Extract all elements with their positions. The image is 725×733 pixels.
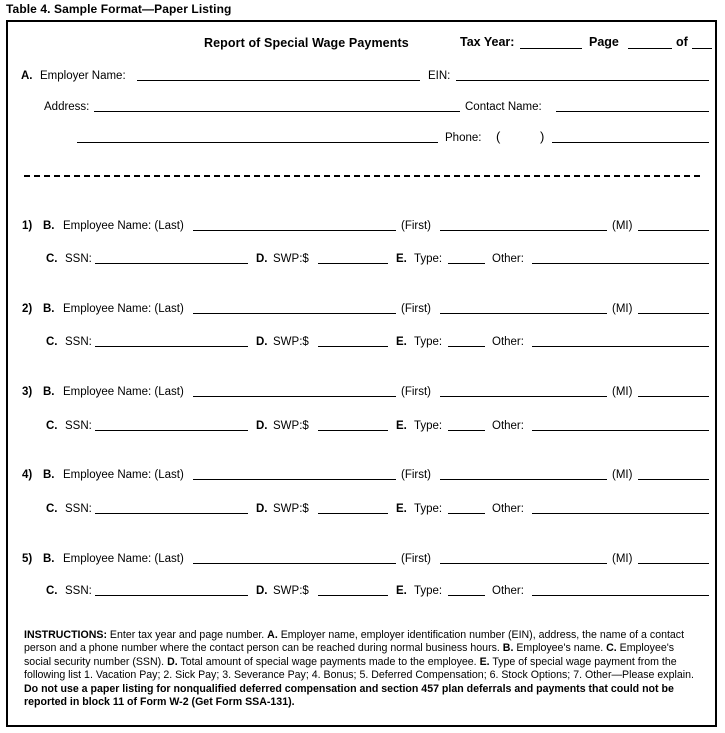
row-3-d-letter: D. xyxy=(256,420,268,432)
row-3-first-label: (First) xyxy=(401,386,432,398)
row-number-3: 3) xyxy=(22,386,33,398)
row-5-other-field[interactable] xyxy=(532,595,709,596)
row-4-ssn-label: SSN: xyxy=(65,503,92,515)
page-label: Page xyxy=(589,35,619,49)
row-5-other-label: Other: xyxy=(492,585,524,597)
row-4-last-name-field[interactable] xyxy=(193,479,396,480)
row-2-swp-label: SWP:$ xyxy=(273,336,309,348)
row-2-mi-label: (MI) xyxy=(612,303,633,315)
row-2-ssn-field[interactable] xyxy=(95,346,248,347)
row-3-ssn-label: SSN: xyxy=(65,420,92,432)
row-5-first-name-field[interactable] xyxy=(440,563,607,564)
row-5-ssn-field[interactable] xyxy=(95,595,248,596)
instructions-c: C. xyxy=(606,642,617,655)
row-2-swp-field[interactable] xyxy=(318,346,388,347)
row-3-type-label: Type: xyxy=(414,420,443,432)
instructions-text-1: Enter tax year and page number. xyxy=(106,629,268,641)
form-inner xyxy=(8,22,715,725)
row-1-first-label: (First) xyxy=(401,220,432,232)
contact-name-field[interactable] xyxy=(556,111,709,112)
row-1-type-label: Type: xyxy=(414,253,443,265)
row-1-c-letter: C. xyxy=(46,253,58,265)
row-3-e-letter: E. xyxy=(396,420,407,432)
instructions-d: D. xyxy=(167,655,178,668)
row-1-last-name-field[interactable] xyxy=(193,230,396,231)
row-number-2: 2) xyxy=(22,303,33,315)
row-4-employee-name-label: Employee Name: (Last) xyxy=(63,469,184,481)
row-number-1: 1) xyxy=(22,220,33,232)
row-1-employee-name-label: Employee Name: (Last) xyxy=(63,220,184,232)
tax-year-label: Tax Year: xyxy=(460,35,515,49)
instructions-text-4: Employee's social security number (SSN). xyxy=(24,642,675,668)
row-1-ssn-label: SSN: xyxy=(65,253,92,265)
row-3-mi-label: (MI) xyxy=(612,386,633,398)
instructions-text-6: Type of special wage payment from the following list 1. Vacation Pay; 2. Sick Pay; 3. Severance Pay; 4. Bonus; 5. Deferred Compensation; 6. Stock Options; 7. Other—Please explain. xyxy=(24,655,694,682)
row-1-type-field[interactable] xyxy=(448,263,485,264)
row-2-d-letter: D. xyxy=(256,336,268,348)
row-5-last-name-field[interactable] xyxy=(193,563,396,564)
row-5-mi-label: (MI) xyxy=(612,553,633,565)
instructions-a: A. xyxy=(267,629,278,641)
row-3-type-field[interactable] xyxy=(448,430,485,431)
row-4-first-label: (First) xyxy=(401,469,432,481)
phone-paren-close: ) xyxy=(540,129,545,144)
phone-field[interactable] xyxy=(552,142,709,143)
row-2-ssn-label: SSN: xyxy=(65,336,92,348)
row-5-ssn-label: SSN: xyxy=(65,585,92,597)
instructions-text-2: Employer name, employer identification number (EIN), address, the name of a contact person and a phone number where the contact person can be reached during normal business hours. xyxy=(24,629,685,655)
row-1-e-letter: E. xyxy=(396,253,407,265)
row-5-b-letter: B. xyxy=(43,553,55,565)
row-4-type-field[interactable] xyxy=(448,513,485,514)
row-4-e-letter: E. xyxy=(396,503,407,515)
ein-field[interactable] xyxy=(456,80,709,81)
row-5-employee-name-label: Employee Name: (Last) xyxy=(63,553,184,565)
row-2-mi-field[interactable] xyxy=(638,313,709,314)
page-number-field[interactable] xyxy=(628,48,672,49)
of-label: of xyxy=(676,35,688,49)
row-5-e-letter: E. xyxy=(396,585,407,597)
row-2-type-label: Type: xyxy=(414,336,443,348)
row-number-5: 5) xyxy=(22,553,33,565)
table-caption: Table 4. Sample Format—Paper Listing xyxy=(6,2,232,16)
row-3-swp-field[interactable] xyxy=(318,430,388,431)
ein-label: EIN: xyxy=(428,70,451,82)
row-2-last-name-field[interactable] xyxy=(193,313,396,314)
row-4-other-field[interactable] xyxy=(532,513,709,514)
tax-year-field[interactable] xyxy=(520,48,582,49)
row-1-d-letter: D. xyxy=(256,253,268,265)
section-a-letter: A. xyxy=(21,70,33,82)
row-5-first-label: (First) xyxy=(401,553,432,565)
row-3-mi-field[interactable] xyxy=(638,396,709,397)
contact-name-label: Contact Name: xyxy=(465,101,542,113)
row-5-type-label: Type: xyxy=(414,585,443,597)
row-4-type-label: Type: xyxy=(414,503,443,515)
row-2-other-label: Other: xyxy=(492,336,524,348)
row-2-first-label: (First) xyxy=(401,303,432,315)
row-5-d-letter: D. xyxy=(256,585,268,597)
row-5-type-field[interactable] xyxy=(448,595,485,596)
row-5-swp-label: SWP:$ xyxy=(273,585,309,597)
row-2-first-name-field[interactable] xyxy=(440,313,607,314)
row-3-employee-name-label: Employee Name: (Last) xyxy=(63,386,184,398)
row-2-e-letter: E. xyxy=(396,336,407,348)
row-3-other-field[interactable] xyxy=(532,430,709,431)
address-field[interactable] xyxy=(94,111,460,112)
employer-name-field[interactable] xyxy=(137,80,420,81)
row-3-other-label: Other: xyxy=(492,420,524,432)
row-3-ssn-field[interactable] xyxy=(95,430,248,431)
employer-name-label: Employer Name: xyxy=(40,70,126,82)
row-2-employee-name-label: Employee Name: (Last) xyxy=(63,303,184,315)
row-5-c-letter: C. xyxy=(46,585,58,597)
row-1-other-field[interactable] xyxy=(532,263,709,264)
row-5-swp-field[interactable] xyxy=(318,595,388,596)
row-1-swp-label: SWP:$ xyxy=(273,253,309,265)
instructions-text-3: Employee's name. xyxy=(513,642,607,655)
row-3-first-name-field[interactable] xyxy=(440,396,607,397)
row-4-d-letter: D. xyxy=(256,503,268,515)
row-4-other-label: Other: xyxy=(492,503,524,515)
row-1-mi-label: (MI) xyxy=(612,220,633,232)
instructions-warning: Do not use a paper listing for nonqualified deferred compensation and section 457 plan deferrals and payments that could not be reported in block 11 of Form W-2 (Get Form SSA-131). xyxy=(24,682,674,709)
address-field-line2[interactable] xyxy=(77,142,438,143)
row-1-first-name-field[interactable] xyxy=(440,230,607,231)
row-1-b-letter: B. xyxy=(43,220,55,232)
instructions-e: E. xyxy=(479,655,490,668)
form-title: Report of Special Wage Payments xyxy=(204,36,409,50)
instructions-text-5: Total amount of special wage payments made to the employee. xyxy=(177,655,480,668)
row-4-c-letter: C. xyxy=(46,503,58,515)
row-2-type-field[interactable] xyxy=(448,346,485,347)
row-4-swp-field[interactable] xyxy=(318,513,388,514)
section-divider xyxy=(24,175,700,177)
instructions-block xyxy=(24,629,702,709)
row-3-swp-label: SWP:$ xyxy=(273,420,309,432)
row-3-c-letter: C. xyxy=(46,420,58,432)
row-4-first-name-field[interactable] xyxy=(440,479,607,480)
page-total-field[interactable] xyxy=(692,48,712,49)
row-4-swp-label: SWP:$ xyxy=(273,503,309,515)
row-number-4: 4) xyxy=(22,469,33,481)
row-1-mi-field[interactable] xyxy=(638,230,709,231)
phone-label: Phone: xyxy=(445,132,482,144)
form-container xyxy=(6,20,717,727)
row-5-mi-field[interactable] xyxy=(638,563,709,564)
row-4-b-letter: B. xyxy=(43,469,55,481)
phone-paren-open: ( xyxy=(496,129,501,144)
row-4-mi-label: (MI) xyxy=(612,469,633,481)
instructions-b: B. xyxy=(502,642,514,655)
row-3-last-name-field[interactable] xyxy=(193,396,396,397)
row-2-c-letter: C. xyxy=(46,336,58,348)
instructions-heading: INSTRUCTIONS: xyxy=(24,629,107,641)
address-label: Address: xyxy=(44,101,90,113)
row-2-b-letter: B. xyxy=(43,303,55,315)
row-2-other-field[interactable] xyxy=(532,346,709,347)
row-1-swp-field[interactable] xyxy=(318,263,388,264)
row-3-b-letter: B. xyxy=(43,386,55,398)
row-1-other-label: Other: xyxy=(492,253,524,265)
row-4-ssn-field[interactable] xyxy=(95,513,248,514)
row-1-ssn-field[interactable] xyxy=(95,263,248,264)
row-4-mi-field[interactable] xyxy=(638,479,709,480)
